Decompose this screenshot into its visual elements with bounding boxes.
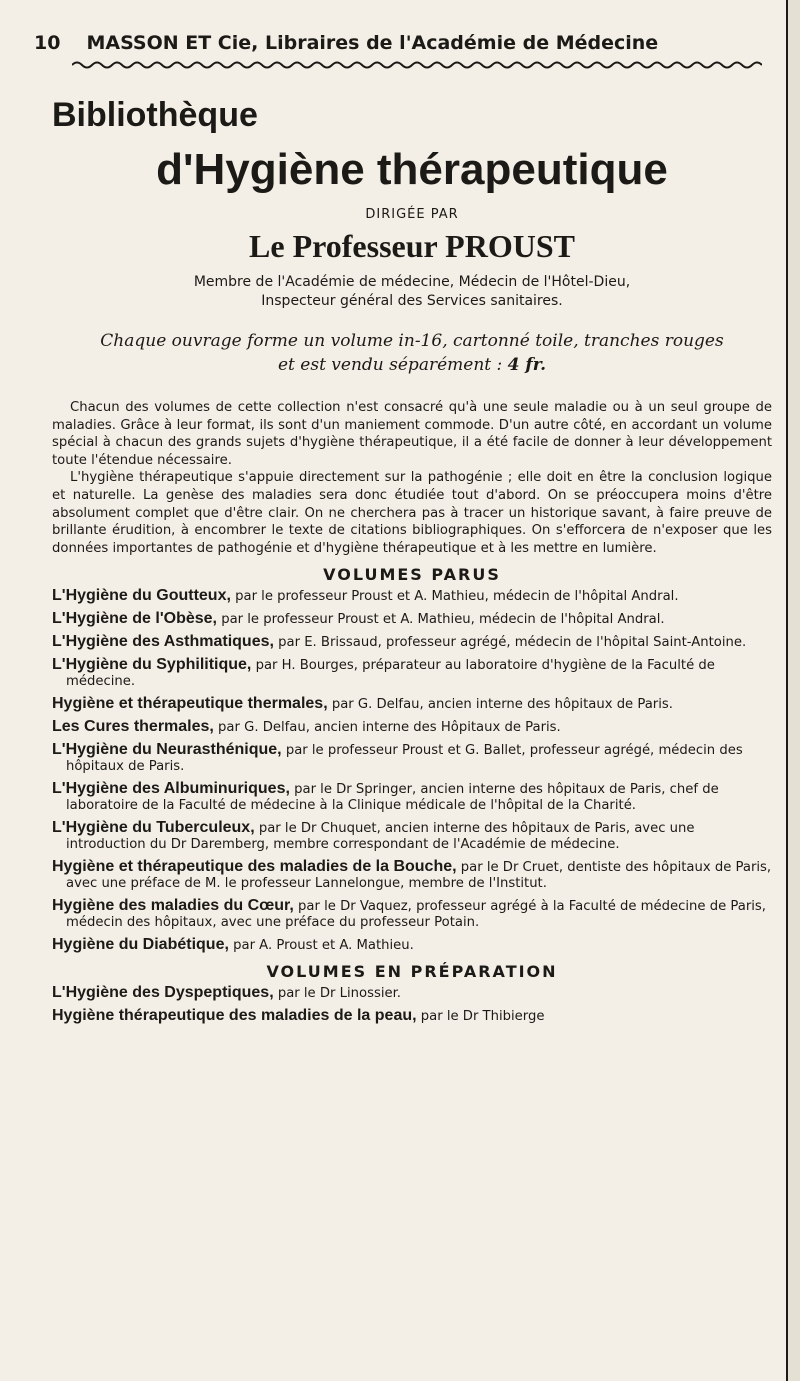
volume-title: Hygiène du Diabétique, <box>52 936 229 954</box>
volume-title: Hygiène et thérapeutique thermales, <box>52 695 328 713</box>
volume-description: par le Dr Linossier. <box>273 986 401 1002</box>
volume-entry <box>52 859 772 892</box>
terms-line-2-text: et est vendu séparément : <box>277 355 508 375</box>
page-number: 10 <box>34 32 61 54</box>
volume-description: par G. Delfau, ancien interne des Hôpitaux de Paris. <box>213 720 561 736</box>
director-credentials <box>52 273 772 311</box>
volume-description: par le Dr Cruet, dentiste des hôpitaux de Paris, avec une préface de M. le professeur Lannelongue, membre de l'Institut. <box>66 860 772 892</box>
forthcoming-volumes-list <box>52 985 772 1025</box>
volume-entry <box>52 634 772 651</box>
volume-entry <box>52 820 772 853</box>
volume-title: Hygiène et thérapeutique des maladies de la Bouche, <box>52 858 457 876</box>
volume-title: L'Hygiène du Syphilitique, <box>52 656 252 674</box>
volume-title: L'Hygiène des Asthmatiques, <box>52 633 274 651</box>
volume-entry <box>52 937 772 954</box>
volume-title: Les Cures thermales, <box>52 718 214 736</box>
published-volumes-heading: VOLUMES PARUS <box>323 565 501 585</box>
volume-description: par le Dr Springer, ancien interne des hôpitaux de Paris, chef de laboratoire de la Faculté de médecine à la Clinique médicale de l'hôpital de la Charité. <box>66 782 719 814</box>
intro-paragraph: Chacun des volumes de cette collection n'est consacré qu'à une seule maladie ou à un seul groupe de maladies. Grâce à leur format, ils sont d'un maniement commode. D'un autre côté, en accordant un volume spécial à chacun des grands sujets d'hygiène thérapeutique, il a été facile de donner à leur développement toute l'étendue nécessaire. <box>52 400 772 468</box>
volume-description: par le professeur Proust et A. Mathieu, médecin de l'hôpital Andral. <box>230 589 679 605</box>
series-title-line-2: d'Hygiène thérapeutique <box>156 145 668 194</box>
volume-description: par le Dr Thibierge <box>416 1009 545 1025</box>
volume-title: L'Hygiène des Dyspeptiques, <box>52 984 274 1002</box>
volume-title: L'Hygiène du Tuberculeux, <box>52 819 255 837</box>
volume-title: L'Hygiène du Neurasthénique, <box>52 741 282 759</box>
volume-description: par G. Delfau, ancien interne des hôpitaux de Paris. <box>327 697 673 713</box>
volume-title: Hygiène thérapeutique des maladies de la peau, <box>52 1007 417 1025</box>
volume-entry <box>52 657 772 690</box>
volume-title: L'Hygiène de l'Obèse, <box>52 610 217 628</box>
volume-entry <box>52 719 772 736</box>
directed-by-label: DIRIGÉE PAR <box>365 207 459 222</box>
volume-description: par le Dr Chuquet, ancien interne des hôpitaux de Paris, avec une introduction du Dr Daremberg, membre correspondant de l'Académie de médecine. <box>66 821 695 853</box>
published-volumes-list <box>52 588 772 954</box>
volume-entry <box>52 611 772 628</box>
volume-entry <box>52 696 772 713</box>
volume-title: Hygiène des maladies du Cœur, <box>52 897 294 915</box>
director-name: Le Professeur PROUST <box>249 228 575 264</box>
volume-entry <box>52 781 772 814</box>
volume-entry <box>52 1008 772 1025</box>
volume-entry <box>52 742 772 775</box>
volume-description: par le professeur Proust et A. Mathieu, médecin de l'hôpital Andral. <box>217 612 665 628</box>
volume-description: par E. Brissaud, professeur agrégé, médecin de l'hôpital Saint-Antoine. <box>273 635 747 651</box>
volume-description: par le Dr Vaquez, professeur agrégé à la Faculté de médecine de Paris, médecin des hôpitaux, avec une préface du professeur Potain. <box>66 899 766 931</box>
credentials-line-2: Inspecteur général des Services sanitaires. <box>261 293 563 309</box>
volume-entry <box>52 898 772 931</box>
volume-title: L'Hygiène du Goutteux, <box>52 587 231 605</box>
running-head <box>34 32 772 54</box>
volume-description: par A. Proust et A. Mathieu. <box>228 938 414 954</box>
price: 4 fr. <box>507 355 547 375</box>
credentials-line-1: Membre de l'Académie de médecine, Médecin de l'Hôtel-Dieu, <box>193 274 631 290</box>
sale-terms <box>52 329 772 377</box>
wavy-rule <box>72 60 762 70</box>
volume-title: L'Hygiène des Albuminuriques, <box>52 780 290 798</box>
terms-line-1: Chaque ouvrage forme un volume in-16, cartonné toile, tranches rouges <box>100 331 724 351</box>
volume-entry <box>52 985 772 1002</box>
publisher-line: MASSON ET Cie, Libraires de l'Académie de Médecine <box>86 32 659 54</box>
book-spine-edge <box>786 0 800 1381</box>
terms-line-2 <box>52 353 772 377</box>
forthcoming-volumes-heading: VOLUMES EN PRÉPARATION <box>266 962 558 982</box>
intro-paragraph: L'hygiène thérapeutique s'appuie directement sur la pathogénie ; elle doit en être la conclusion logique et naturelle. La genèse des maladies sera donc étudiée tout d'abord. On se préoccupera moins d'être absolument complet que d'être clair. On ne cherchera pas à tracer un historique savant, à faire preuve de brillante érudition, à encombrer le texte de citations bibliographiques. On s'efforcera de n'exposer que les données importantes de pathogénie et d'hygiène thérapeutique et à les mettre en lumière. <box>52 470 772 556</box>
volume-description: par H. Bourges, préparateur au laboratoire d'hygiène de la Faculté de médecine. <box>66 658 715 690</box>
volume-entry <box>52 588 772 605</box>
series-title-line-1: Bibliothèque <box>52 96 258 134</box>
volume-description: par le professeur Proust et G. Ballet, professeur agrégé, médecin des hôpitaux de Paris. <box>66 743 743 775</box>
